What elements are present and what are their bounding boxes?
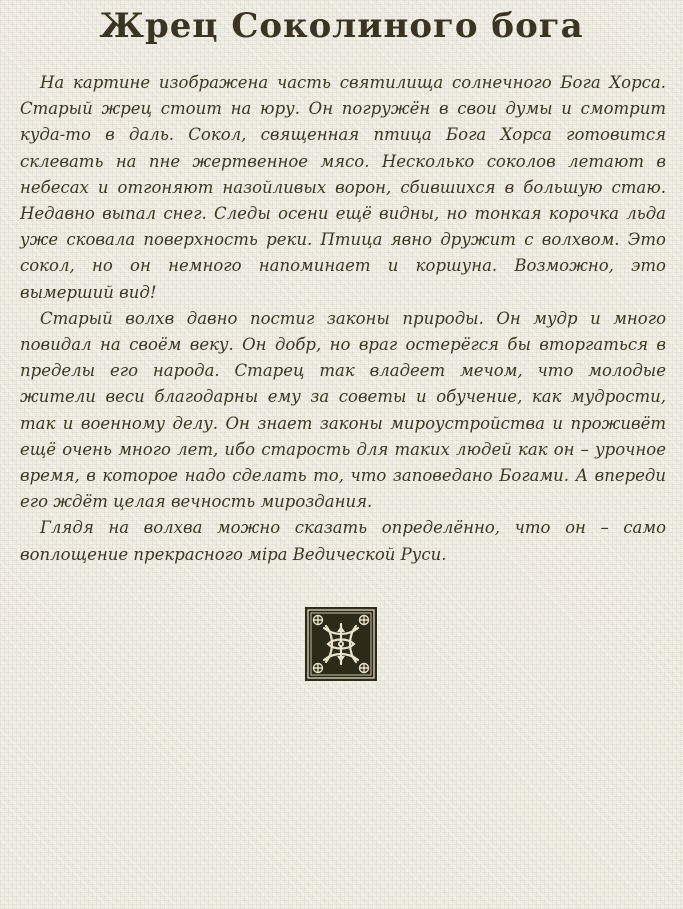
page-title: Жрец Соколиного бога: [99, 6, 584, 46]
paragraph-2: Старый волхв давно постиг законы природы. Он мудр и много повидал на своём веку. Он добр, но враг остерёгся бы вторгаться в пределы его народа. Старец так владеет мечом, что молодые жители веси благодарны ему за советы и обучение, как мудрости, так и военному делу. Он знает законы мироустройства и проживёт ещё очень много лет, ибо старость для таких людей как он – урочное время, в которое надо сделать то, что заповедано Богами. А впереди его ждёт целая вечность мироздания.: [20, 308, 666, 512]
paragraph-1: На картине изображена часть святилища солнечного Бога Хорса. Старый жрец стоит на юру. Он погружён в свои думы и смотрит куда-то в даль. Сокол, священная птица Бога Хорса готовится склевать на пне жертвенное мясо. Несколько соколов летают в небесах и отгоняют назойливых ворон, сбившихся в большую стаю. Недавно выпал снег. Следы осени ещё видны, но тонкая корочка льда уже сковала поверхность реки. Птица явно дружит с волхвом. Это сокол, но он немного напоминает и коршуна. Возможно, это вымерший вид!: [20, 73, 666, 302]
body-text: [20, 70, 666, 568]
paragraph-3: Глядя на волхва можно сказать определённо, что он – само воплощение прекрасного міра Ведической Руси.: [20, 518, 666, 564]
celtic-knot-ornament-icon: [304, 606, 378, 682]
